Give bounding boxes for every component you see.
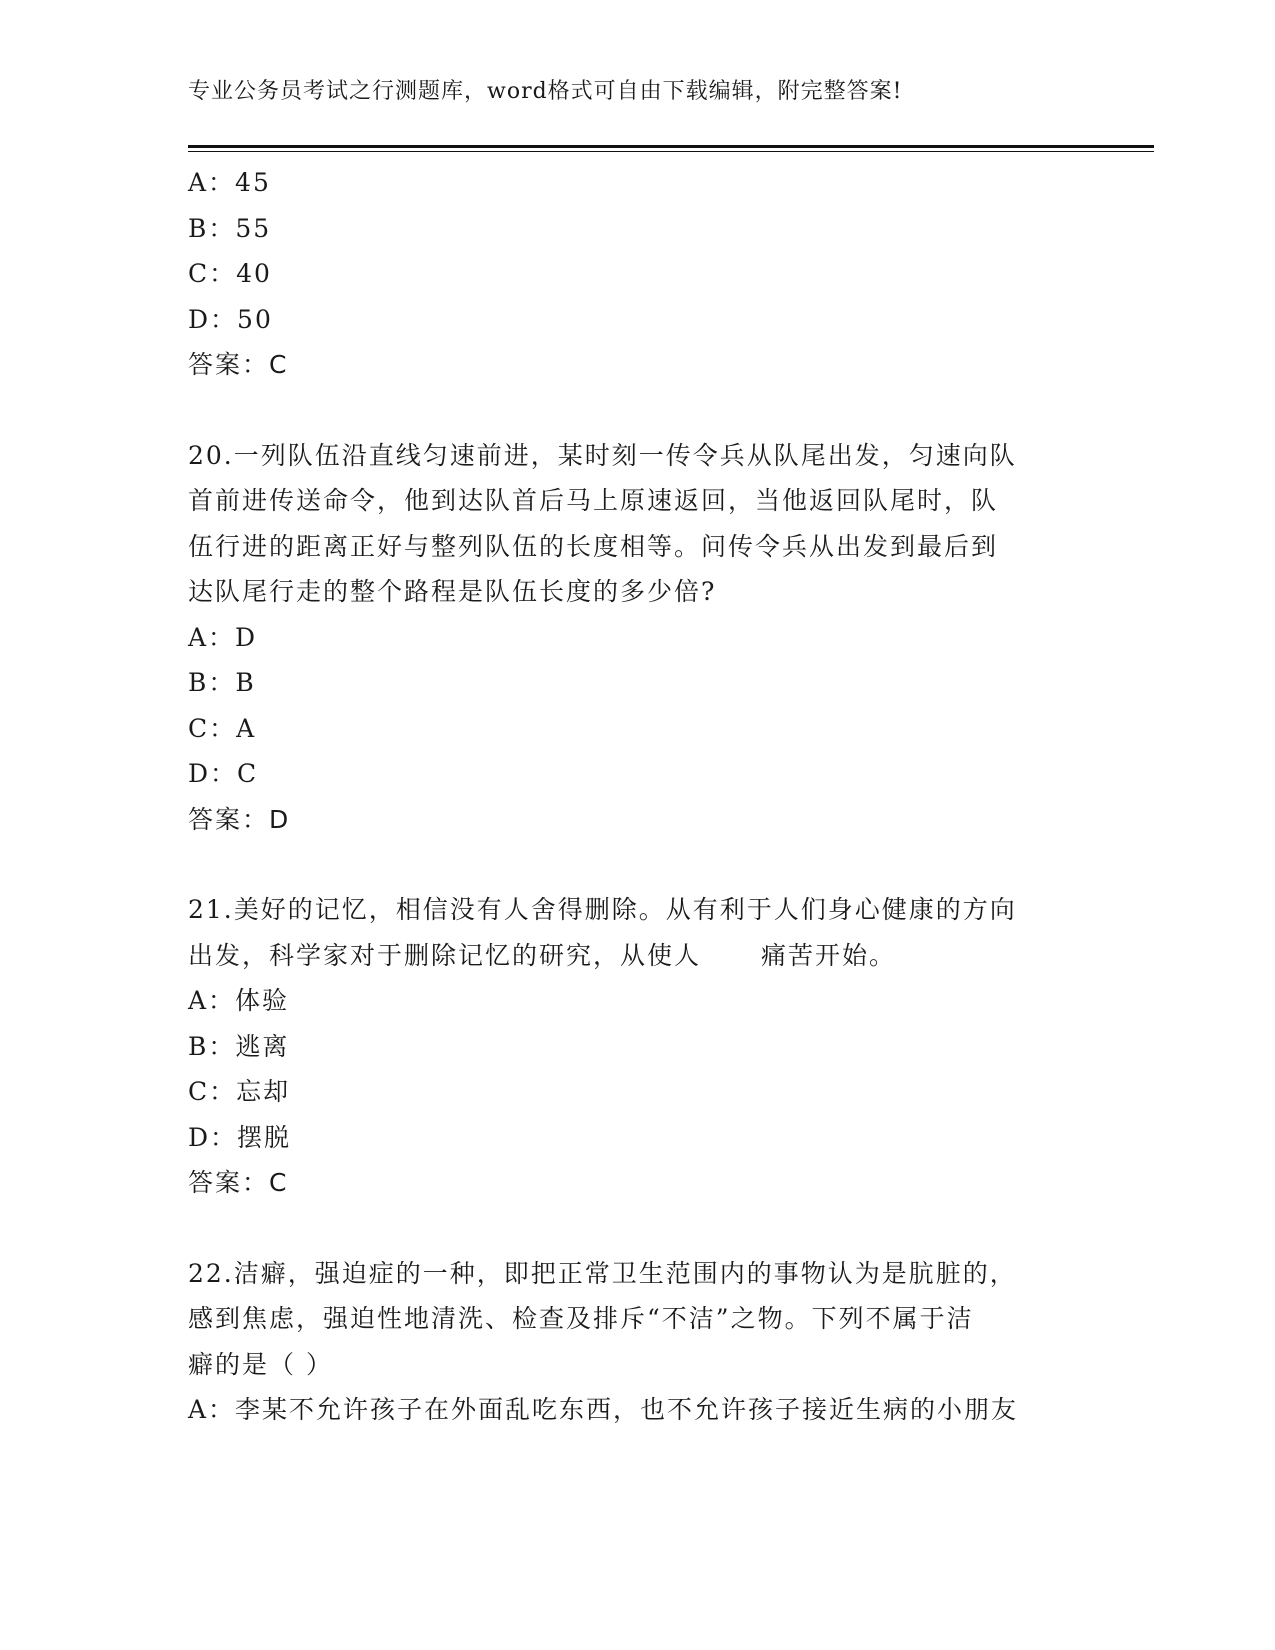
option-a: A：体验 xyxy=(188,986,290,1015)
option-c: C：忘却 xyxy=(188,1077,291,1106)
option-b: B：B xyxy=(188,668,256,697)
option-b: B：逃离 xyxy=(188,1031,290,1061)
question-20-line-2: 首前进传送命令，他到达队首后马上原速返回，当他返回队尾时，队 xyxy=(188,486,999,515)
question-20-line-3: 伍行进的距离正好与整列队伍的长度相等。问传令兵从出发到最后到 xyxy=(188,531,999,561)
question-20-line-4: 达队尾行走的整个路程是队伍长度的多少倍? xyxy=(188,577,717,606)
question-21-text-after-blank: 痛苦开始。 xyxy=(761,940,897,970)
option-a: A：45 xyxy=(188,168,271,197)
question-22-line-2: 感到焦虑，强迫性地清洗、检查及排斥“不洁”之物。下列不属于洁 xyxy=(188,1304,974,1333)
option-d: D：摆脱 xyxy=(188,1122,292,1152)
answer: 答案：C xyxy=(188,350,289,379)
header-divider xyxy=(188,145,1154,152)
page-header: 专业公务员考试之行测题库，word格式可自由下载编辑，附完整答案! xyxy=(188,79,903,104)
option-d: D：50 xyxy=(188,304,273,334)
option-c: C：A xyxy=(188,713,257,743)
option-d: D：C xyxy=(188,759,259,788)
question-content xyxy=(188,160,1088,1433)
option-c: C：40 xyxy=(188,259,272,288)
answer: 答案：C xyxy=(188,1168,289,1197)
option-b: B：55 xyxy=(188,213,272,243)
option-a: A：李某不允许孩子在外面乱吃东西，也不允许孩子接近生病的小朋友 xyxy=(188,1395,1019,1424)
question-21-line-1: 21.美好的记忆，相信没有人舍得删除。从有利于人们身心健康的方向 xyxy=(188,895,1017,924)
answer: 答案：D xyxy=(188,804,291,834)
question-22-line-3: 癖的是（ ） xyxy=(188,1349,333,1379)
question-20-line-1: 20.一列队伍沿直线匀速前进，某时刻一传令兵从队尾出发，匀速向队 xyxy=(188,440,1017,470)
option-a: A：D xyxy=(188,622,258,652)
question-22-line-1: 22.洁癖，强迫症的一种，即把正常卫生范围内的事物认为是肮脏的， xyxy=(188,1258,1017,1288)
question-21-text-before-blank: 出发，科学家对于删除记忆的研究，从使人 xyxy=(188,940,702,970)
question-21-line-2 xyxy=(188,933,1088,979)
